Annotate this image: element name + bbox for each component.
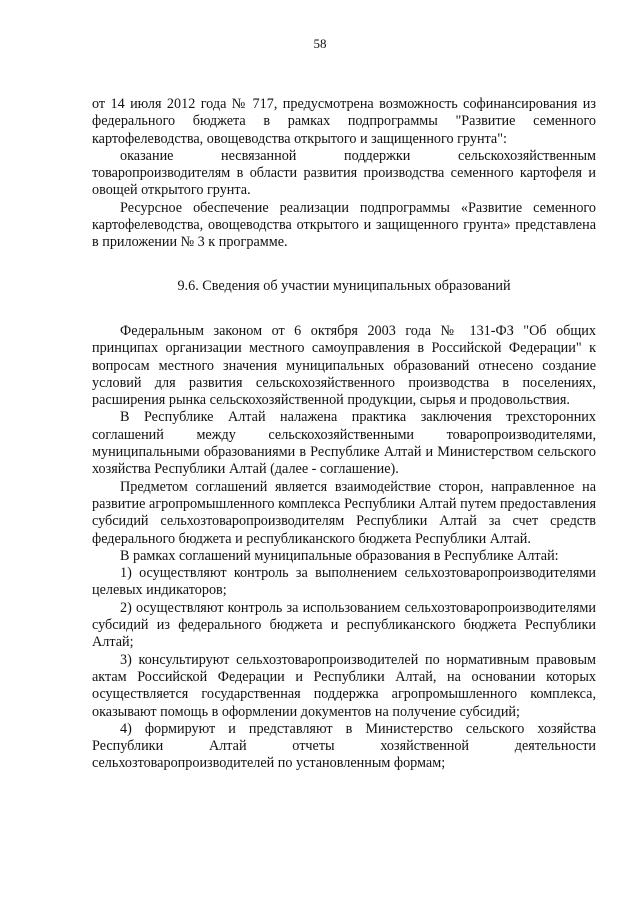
list-item-1: 1) осуществляют контроль за выполнением сельхозтоваропроизводителями целевых индикаторов; xyxy=(92,565,596,599)
paragraph-cofinancing: от 14 июля 2012 года № 717, предусмотрена возможность софинансирования из федерального бюджета в рамках подпрограммы "Развитие семенного картофелеводства, овощеводства открытого и защищенного грунта": xyxy=(92,96,596,147)
paragraph-support-item: оказание несвязанной поддержки сельскохозяйственным товаропроизводителям в области развития производства семенного картофеля и овощей открытого грунта. xyxy=(92,147,596,199)
paragraph-municipal-role-intro: В рамках соглашений муниципальные образования в Республике Алтай: xyxy=(120,547,559,564)
list-item-3: 3) консультируют сельхозтоваропроизводителей по нормативным правовым актам Российской Федерации и Республики Алтай, на основании которых осуществляется государственная поддержка агропромышленного комплекса, оказывают помощь в оформлении документов на получение субсидий; xyxy=(92,651,596,720)
section-heading: 9.6. Сведения об участии муниципальных образований xyxy=(177,277,511,294)
list-item-2: 2) осуществляют контроль за использованием сельхозтоваропроизводителями субсидий из федерального бюджета и республиканского бюджета Республики Алтай; xyxy=(92,599,596,651)
document-body xyxy=(92,96,596,773)
page-number: 58 xyxy=(313,36,327,51)
paragraph-agreement-subject: Предметом соглашений является взаимодействие сторон, направленное на развитие агропромышленного комплекса Республики Алтай путем предоставления субсидий сельхозтоваропроизводителям Республики Алтай за счет средств федерального бюджета и республиканского бюджета Республики Алтай. xyxy=(92,478,596,547)
paragraph-federal-law: Федеральным законом от 6 октября 2003 года № 131-ФЗ "Об общих принципах организации местного самоуправления в Российской Федерации" к вопросам местного значения муниципальных образований отнесено создание условий для развития сельскохозяйственного производства в поселениях, расширения рынка сельскохозяйственной продукции, сырья и продовольствия. xyxy=(92,322,596,409)
paragraph-agreements-practice: В Республике Алтай налажена практика заключения трехсторонних соглашений между сельскохозяйственными товаропроизводителями, муниципальными образованиями в Республике Алтай и Министерством сельского хозяйства Республики Алтай (далее - соглашение). xyxy=(92,409,596,478)
list-item-4: 4) формируют и представляют в Министерство сельского хозяйства Республики Алтай отчеты хозяйственной деятельности сельхозтоваропроизводителей по установленным формам; xyxy=(92,720,596,772)
paragraph-resource-support: Ресурсное обеспечение реализации подпрограммы «Развитие семенного картофелеводства, овощеводства открытого и защищенного грунта» представлена в приложении № 3 к программе. xyxy=(92,199,596,251)
